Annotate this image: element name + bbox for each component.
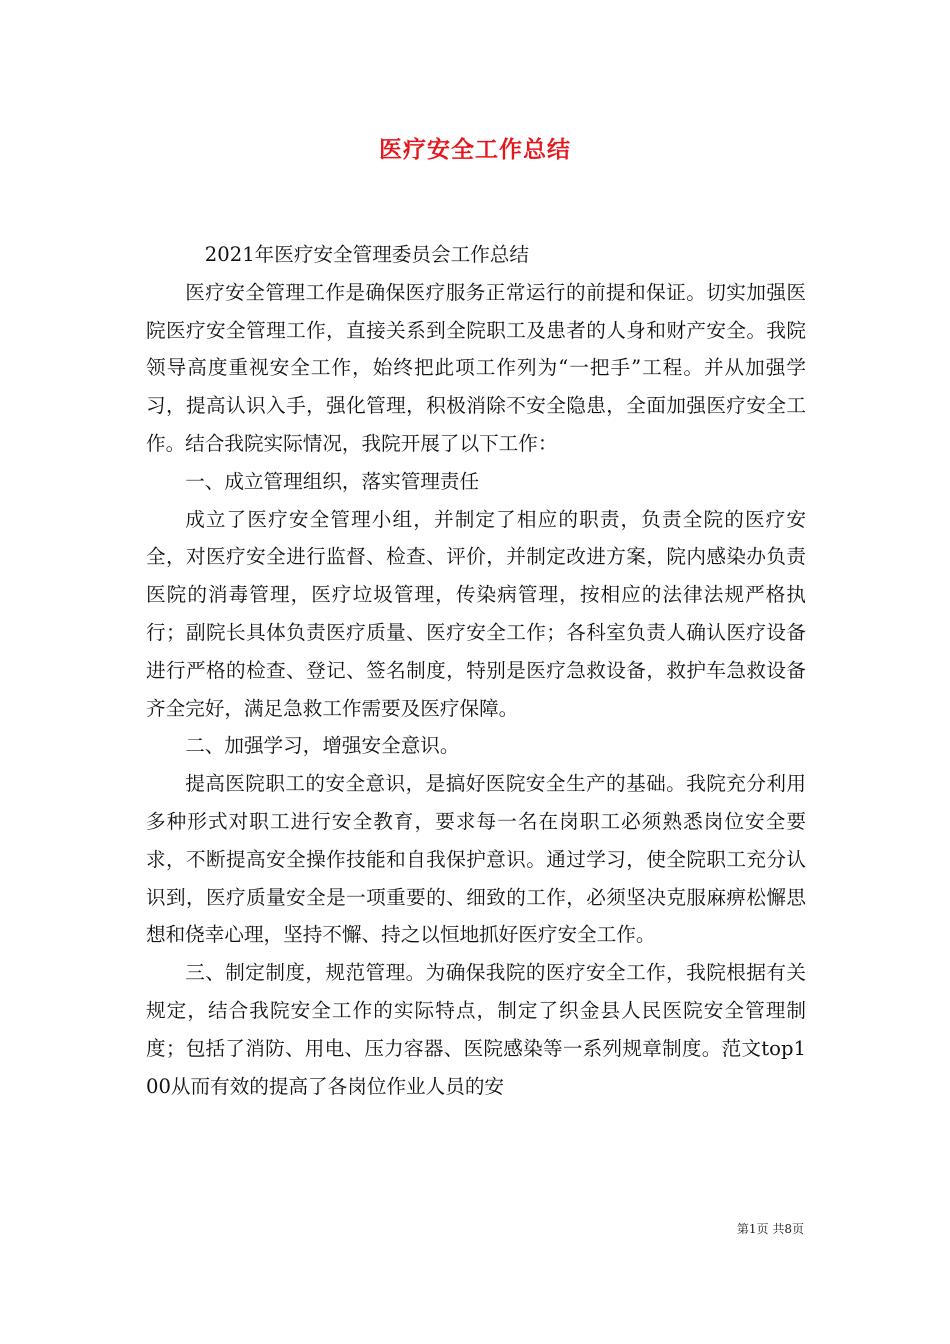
section-heading-1: 一、成立管理组织，落实管理责任	[185, 469, 480, 493]
document-title: 医疗安全工作总结	[379, 137, 571, 163]
section-heading-2: 二、加强学习，增强安全意识。	[185, 734, 460, 758]
intro-paragraph: 医疗安全管理工作是确保医疗服务正常运行的前提和保证。切实加强医院医疗安全管理工作，直接关系到全院职工及患者的人身和财产安全。我院领导高度重视安全工作，始终把此项工作列为“一把手”工程。并从加强学习，提高认识入手，强化管理，积极消除不安全隐患，全面加强医疗安全工作。结合我院实际情况，我院开展了以下工作：	[146, 280, 806, 455]
subtitle-paragraph: 2021年医疗安全管理委员会工作总结	[204, 243, 529, 266]
document-body	[146, 236, 806, 1105]
section-paragraph-2: 提高医院职工的安全意识，是搞好医院安全生产的基础。我院充分利用多种形式对职工进行安全教育，要求每一名在岗职工必须熟悉岗位安全要求，不断提高安全操作技能和自我保护意识。通过学习，使全院职工充分认识到，医疗质量安全是一项重要的、细致的工作，必须坚决克服麻痹松懈思想和侥幸心理，坚持不懈、持之以恒地抓好医疗安全工作。	[146, 772, 806, 947]
page-number-footer: 第1页 共8页	[736, 1222, 804, 1236]
section-paragraph-1: 成立了医疗安全管理小组，并制定了相应的职责，负责全院的医疗安全，对医疗安全进行监督、检查、评价，并制定改进方案，院内感染办负责医院的消毒管理，医疗垃圾管理，传染病管理，按相应的法律法规严格执行；副院长具体负责医疗质量、医疗安全工作；各科室负责人确认医疗设备进行严格的检查、登记、签名制度，特别是医疗急救设备，救护车急救设备齐全完好，满足急救工作需要及医疗保障。	[146, 507, 806, 720]
section-paragraph-3: 三、制定制度，规范管理。为确保我院的医疗安全工作，我院根据有关规定，结合我院安全工作的实际特点，制定了织金县人民医院安全管理制度；包括了消防、用电、压力容器、医院感染等一系列规章制度。范文top100从而有效的提高了各岗位作业人员的安	[146, 961, 806, 1098]
